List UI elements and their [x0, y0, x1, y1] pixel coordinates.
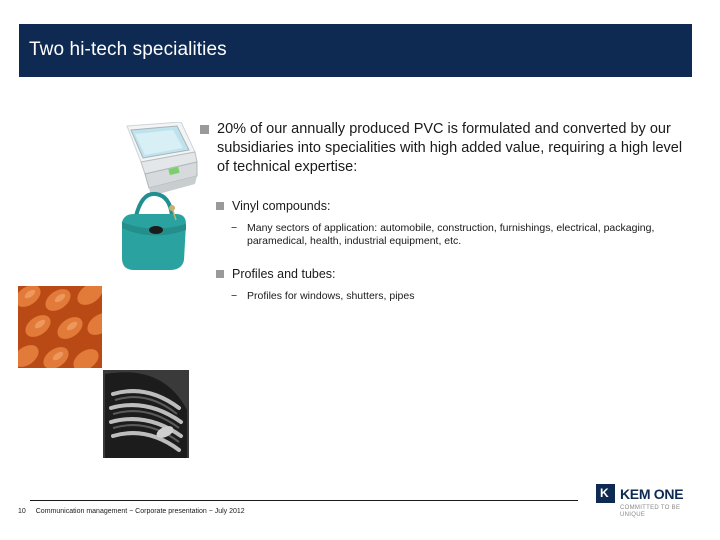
- main-bullet: [200, 120, 690, 177]
- sub-item-label: Profiles and tubes:: [232, 267, 336, 281]
- logo-mark-icon: K: [596, 484, 615, 503]
- slide-title: Two hi-tech specialities: [29, 39, 227, 60]
- sub-detail-text: Profiles for windows, shutters, pipes: [247, 290, 415, 302]
- sub-detail-text: Many sectors of application: automobile, construction, furnishings, electrical, packaging, paramedical, health, industrial equipment, etc.: [247, 222, 655, 247]
- kem-one-logo: [596, 484, 706, 524]
- main-bullet-text: 20% of our annually produced PVC is formulated and converted by our subsidiaries into specialities with high added value, requiring a high level of technical expertise:: [217, 121, 683, 175]
- teal-handbag-image: [112, 186, 194, 272]
- sub-item-profiles: [216, 266, 676, 282]
- sub-item-vinyl: [216, 198, 676, 214]
- footer: [18, 508, 245, 515]
- footer-text: Communication management − Corporate presentation − July 2012: [35, 508, 245, 515]
- bullet-square-icon: [200, 125, 209, 134]
- title-bar: [19, 24, 692, 77]
- dash-icon: −: [231, 222, 238, 234]
- sub-detail-vinyl: [231, 222, 681, 248]
- page-number: 10: [18, 508, 26, 515]
- logo-name: KEM ONE: [620, 486, 684, 502]
- bullet-square-icon: [216, 202, 224, 210]
- sub-item-label: Vinyl compounds:: [232, 199, 331, 213]
- footer-divider: [30, 500, 578, 501]
- car-air-vent-image: [103, 370, 189, 458]
- orange-pipes-image: [18, 286, 102, 368]
- dash-icon: −: [231, 290, 238, 302]
- logo-tagline: COMMITTED TO BE UNIQUE: [620, 505, 681, 518]
- sub-detail-profiles: [231, 290, 681, 303]
- bullet-square-icon: [216, 270, 224, 278]
